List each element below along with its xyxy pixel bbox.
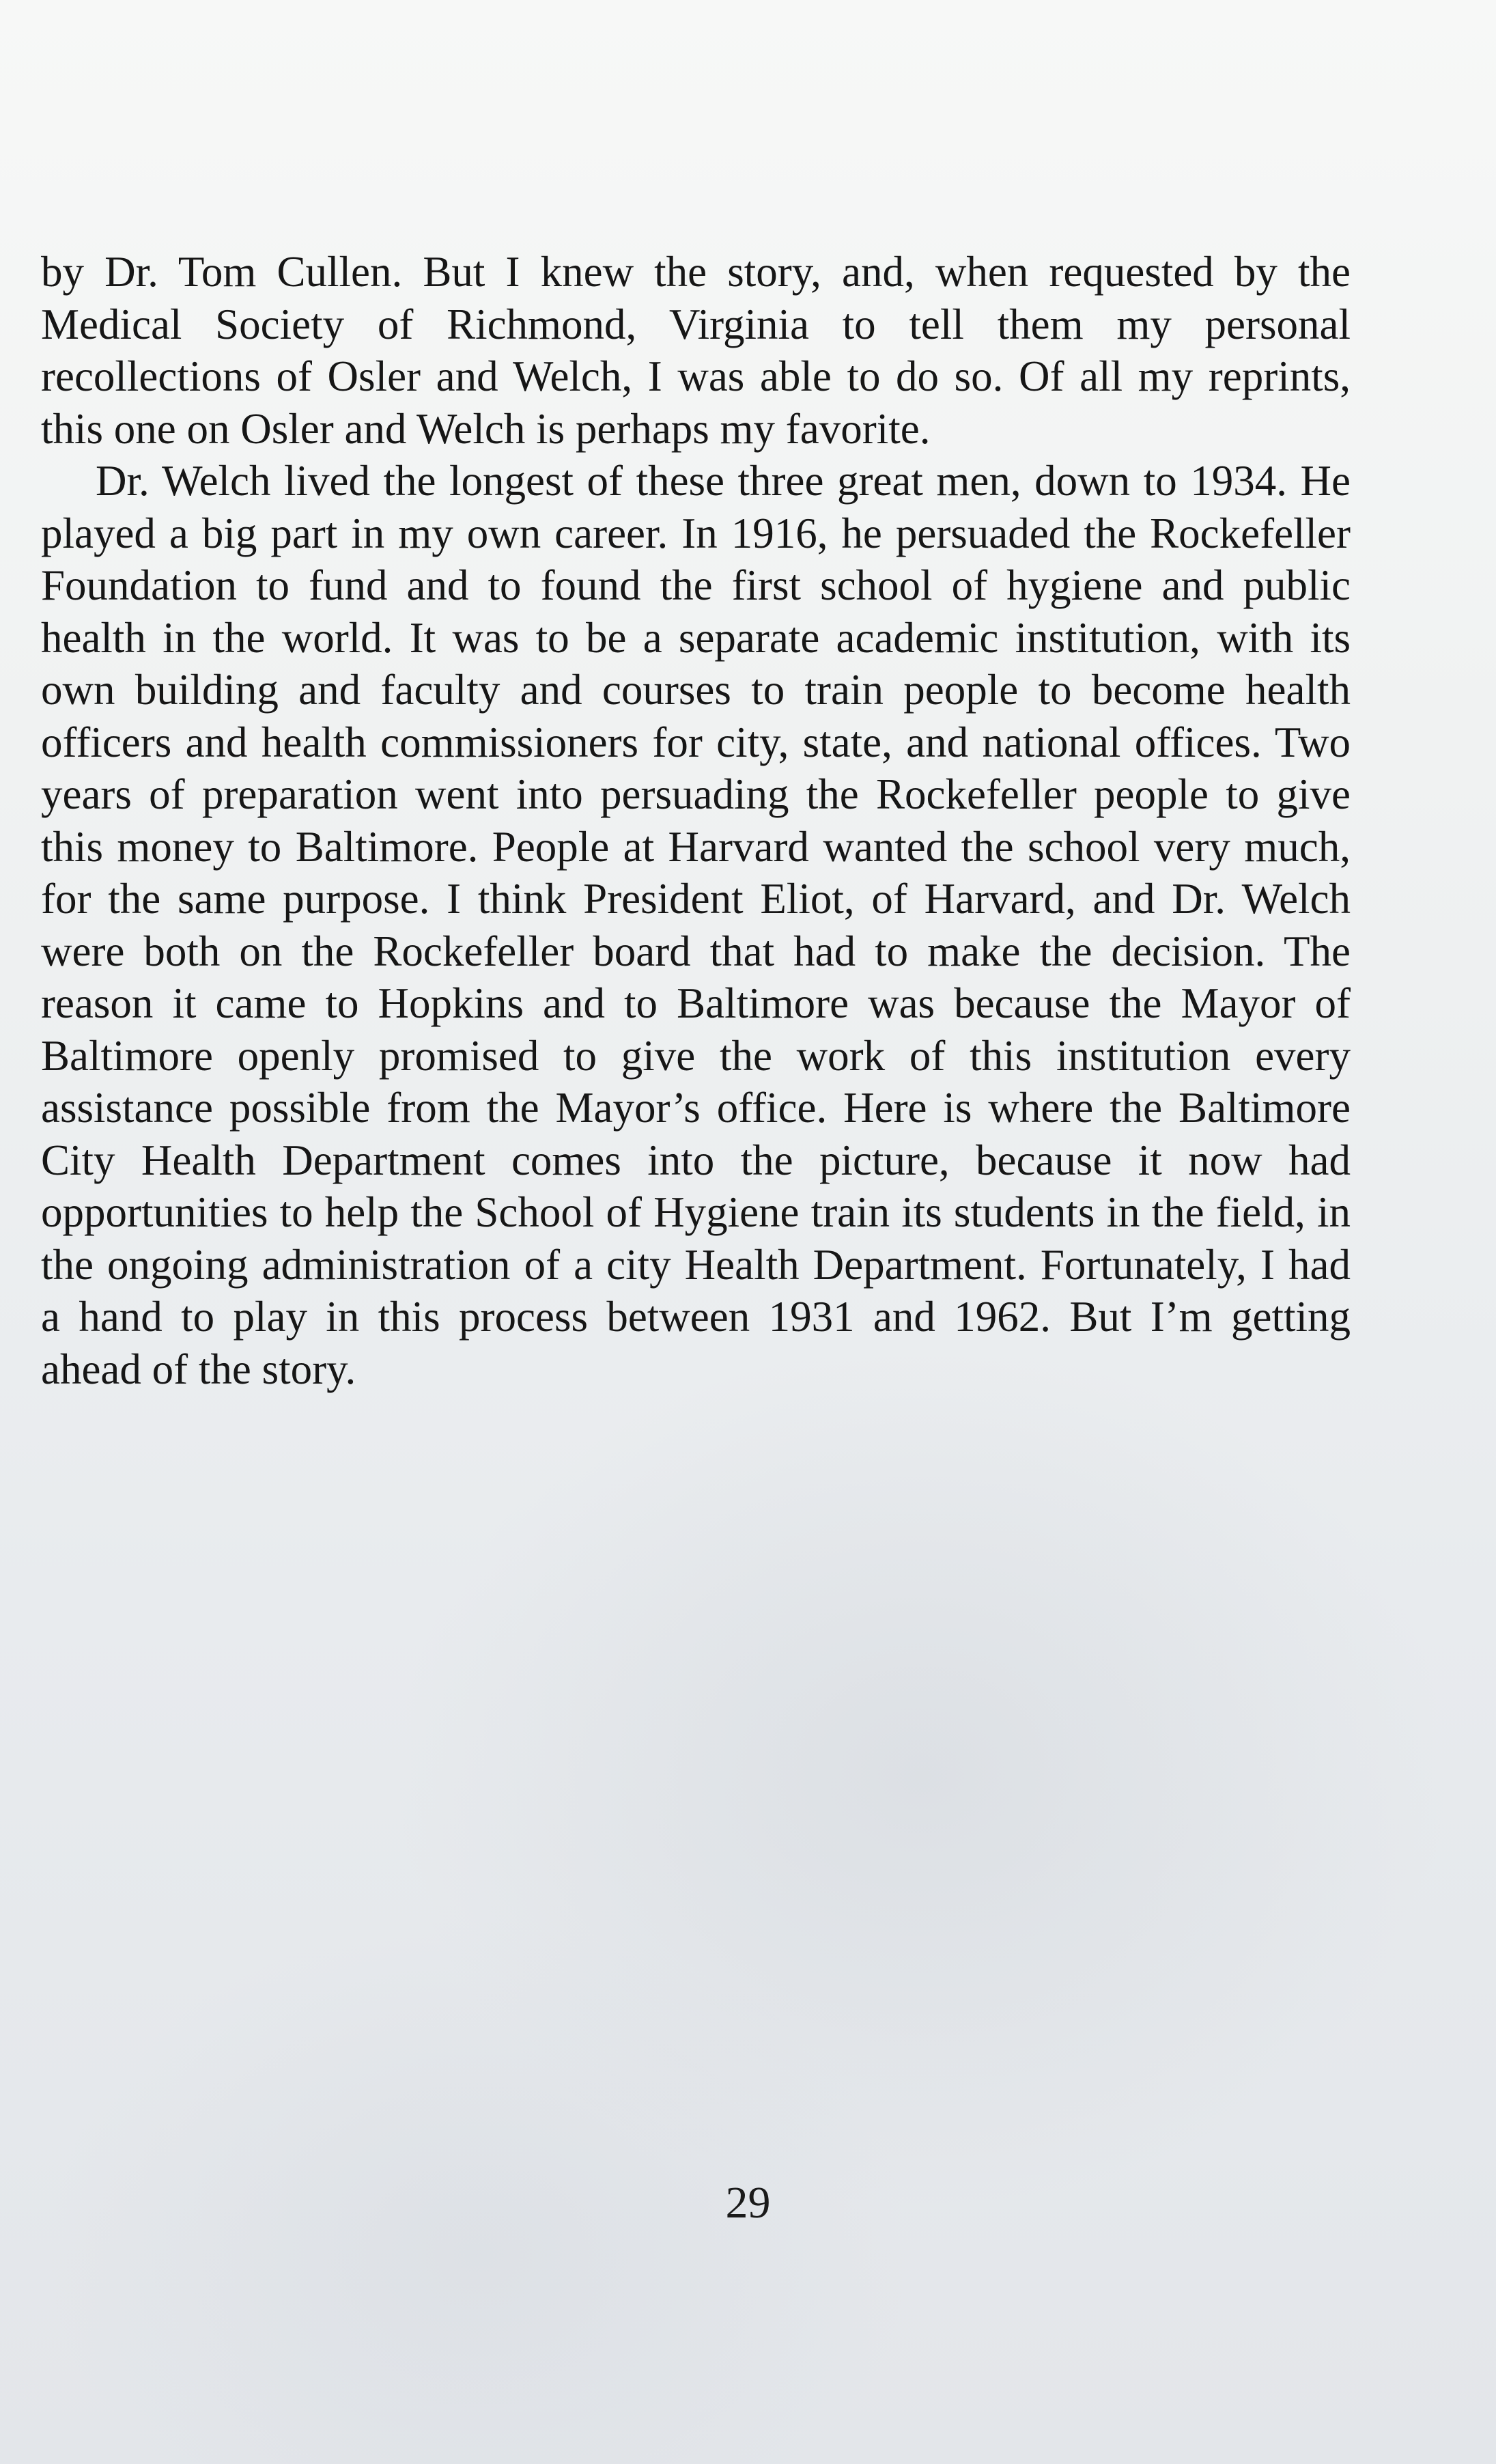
paragraph-continuation: by Dr. Tom Cullen. But I knew the story, and, when requested by the Medical Society of Richmond, Virginia to tell them my personal recollections of Osler and Welch, I was able to do so. Of all my reprints, this one on Osler and Welch is perhaps my favorite.	[41, 248, 1351, 453]
body-text	[41, 246, 1351, 1395]
page-number: 29	[725, 2178, 771, 2228]
paragraph-welch: Dr. Welch lived the longest of these three great men, down to 1934. He played a big part in my own career. In 1916, he persuaded the Rockefeller Foundation to fund and to found the first school of hygiene and public health in the world. It was to be a separate academic institution, with its own building and faculty and courses to train people to become health officers and health commissioners for city, state, and national offices. Two years of preparation went into persuading the Rockefeller people to give this money to Baltimore. People at Harvard wanted the school very much, for the same purpose. I think President Eliot, of Harvard, and Dr. Welch were both on the Rockefeller board that had to make the decision. The reason it came to Hopkins and to Baltimore was because the Mayor of Baltimore openly promised to give the work of this institution every assistance possible from the Mayor’s office. Here is where the Baltimore City Health Department comes into the picture, because it now had opportunities to help the School of Hygiene train its students in the field, in the ongoing administration of a city Health Department. Fortunately, I had a hand to play in this process between 1931 and 1962. But I’m getting ahead of the story.	[41, 457, 1351, 1393]
